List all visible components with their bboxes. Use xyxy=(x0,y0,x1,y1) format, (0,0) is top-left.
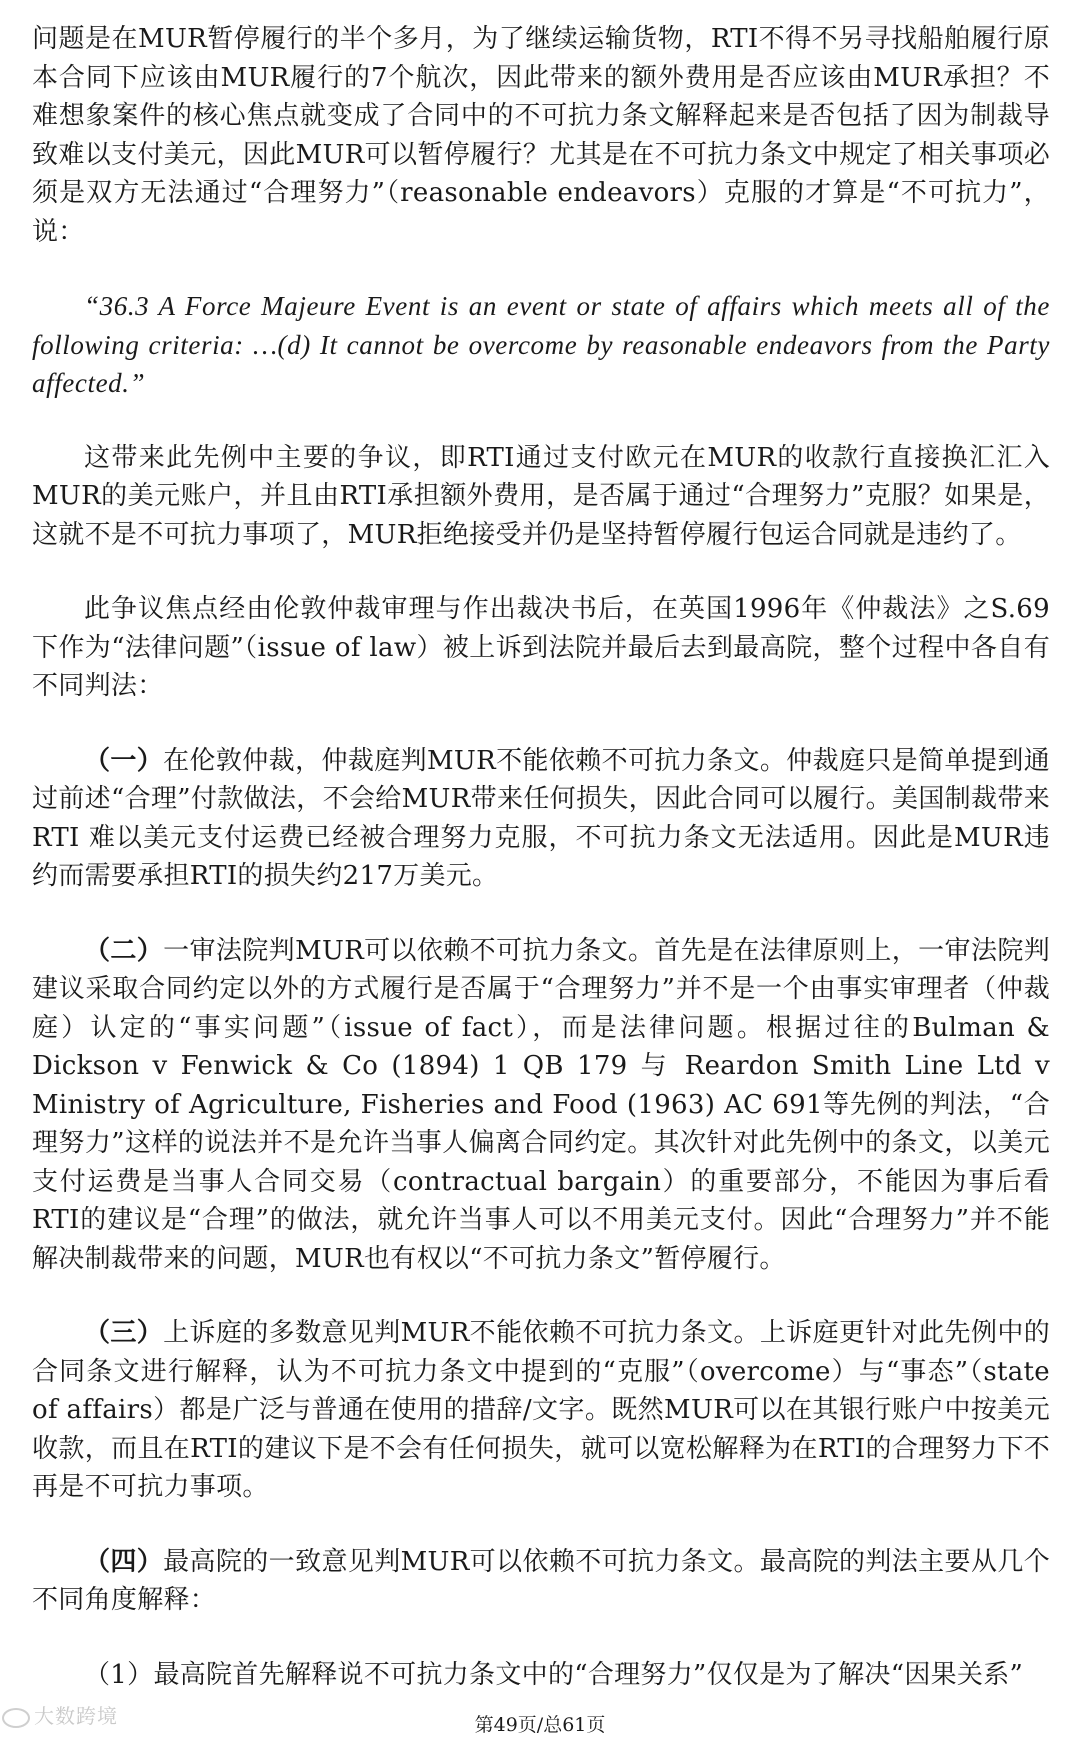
document-page xyxy=(32,20,1050,1694)
section-1-text: 在伦敦仲裁，仲裁庭判MUR不能依赖不可抗力条文。仲裁庭只是简单提到通过前述“合理”付款做法，不会给MUR带来任何损失，因此合同可以履行。美国制裁带来 RTI 难以美元支付运费已经被合理努力克服，不可抗力条文无法适用。因此是MUR违约而需要承担RTI的损失约217万美元。 xyxy=(32,745,1051,891)
section-4-text: 最高院的一致意见判MUR可以依赖不可抗力条文。最高院的判法主要从几个不同角度解释： xyxy=(32,1546,1051,1615)
paragraph-3: 此争议焦点经由伦敦仲裁审理与作出裁决书后，在英国1996年《仲裁法》之S.69下作为“法律问题”（issue of law）被上诉到法院并最后去到最高院，整个过程中各自有不同判法： xyxy=(32,594,1050,701)
watermark-text: 大数跨境 xyxy=(34,1704,118,1728)
section-1-number: （一） xyxy=(84,745,164,776)
section-4-number: （四） xyxy=(84,1546,164,1577)
subsection-1: （1）最高院首先解释说不可抗力条文中的“合理努力”仅仅是为了解决“因果关系” xyxy=(84,1659,1024,1690)
section-2-text: 一审法院判MUR可以依赖不可抗力条文。首先是在法律原则上，一审法院判建议采取合同约定以外的方式履行是否属于“合理努力”并不是一个由事实审理者（仲裁庭）认定的“事实问题”（issue of fact），而是法律问题。根据过往的Bulman & Dickson v Fenwick & Co (1894) 1 QB 179 与 Reardon Smith Line Ltd v Ministry of Agriculture, Fisheries and Food (1963) AC 691等先例的判法，“合理努力”这样的说法并不是允许当事人偏离合同约定。其次针对此先例中的条文，以美元支付运费是当事人合同交易（contractual bargain）的重要部分，不能因为事后看RTI的建议是“合理”的做法，就允许当事人可以不用美元支付。因此“合理努力”并不能解决制裁带来的问题，MUR也有权以“不可抗力条文”暂停履行。 xyxy=(32,935,1051,1274)
section-4-supreme-court xyxy=(32,1543,1050,1620)
section-2-first-instance xyxy=(32,932,1050,1279)
quote-clause-36-3: “36.3 A Force Majeure Event is an event or state of affairs which meets all of the following criteria: …(d) It cannot be overcome by reasonable endeavors from the Party affected.” xyxy=(32,291,1050,398)
section-3-number: （三） xyxy=(84,1318,164,1348)
section-3-text: 上诉庭的多数意见判MUR不能依赖不可抗力条文。上诉庭更针对此先例中的合同条文进行解释，认为不可抗力条文中提到的“克服”（overcome）与“事态”（state of affairs）都是广泛与普通在使用的措辞/文字。既然MUR可以在其银行账户中按美元收款，而且在RTI的建议下是不会有任何损失，就可以宽松解释为在RTI的合理努力下不再是不可抗力事项。 xyxy=(32,1318,1051,1502)
paragraph-2: 这带来此先例中主要的争议，即RTI通过支付欧元在MUR的收款行直接换汇汇入MUR的美元账户，并且由RTI承担额外费用，是否属于通过“合理努力”克服？如果是，这就不是不可抗力事项了，MUR拒绝接受并仍是坚持暂停履行包运合同就是违约了。 xyxy=(32,442,1050,550)
page-footer: 第49页/总61页 xyxy=(474,1714,606,1736)
section-3-court-of-appeal xyxy=(32,1314,1050,1507)
section-1-arbitration xyxy=(32,742,1050,896)
paragraph-1: 问题是在MUR暂停履行的半个多月，为了继续运输货物，RTI不得不另寻找船舶履行原本合同下应该由MUR履行的7个航次，因此带来的额外费用是否应该由MUR承担？不难想象案件的核心焦点就变成了合同中的不可抗力条文解释起来是否包括了因为制裁导致难以支付美元，因此MUR可以暂停履行？尤其是在不可抗力条文中规定了相关事项必须是双方无法通过“合理努力”（reasonable endeavors）克服的才算是“不可抗力”，说： xyxy=(32,24,1050,247)
section-2-number: （二） xyxy=(84,935,164,966)
